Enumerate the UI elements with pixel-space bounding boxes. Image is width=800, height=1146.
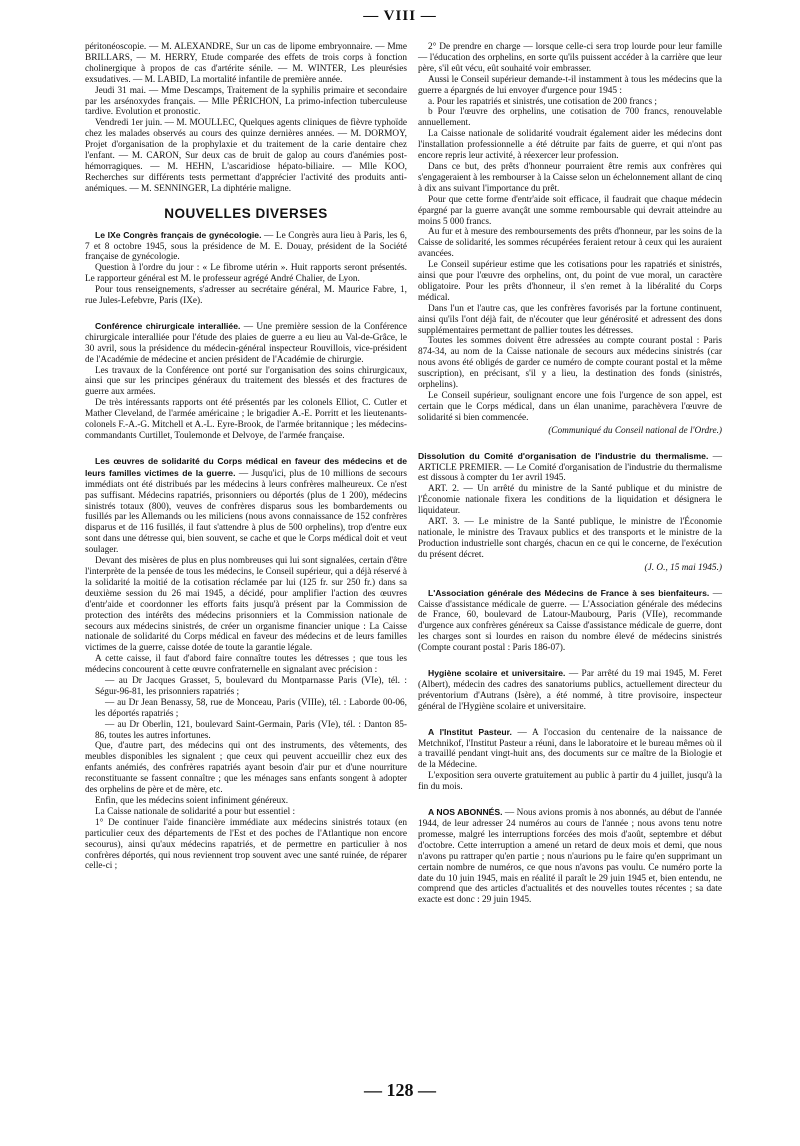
news-title: A l'Institut Pasteur. [428, 726, 512, 737]
page-number: — 128 — [364, 1080, 436, 1100]
news-paragraph: A cette caisse, il faut d'abord faire connaître toutes les détresses ; que tous les médecins concourent à cette œuvre confraternelle en signalant avec précision : [85, 654, 407, 676]
news-paragraph: Devant des misères de plus en plus nombreuses qui lui sont signalées, certain d'être l'interprète de la pensée de tous les médecins, le Conseil supérieur, qui a déjà réservé à la solidarité la moitié de la cotisation réclamée par lui (125 fr. sur 250 fr.) dans sa deuxième session du 26 mai 1945, a décidé, pour amplifier l'action des œuvres d'entr'aide et coordonner les efforts faits jusqu'à présent par la Commission de protection des intérêts des médecins prisonniers et la Commission nationale de secours aux médecins sinistrés, de créer un organisme financier unique : La Caisse nationale de solidarité du Corps médical en faveur des médecins et de leurs familles victimes de la guerre, caisse dotée de toute la garantie légale. [85, 556, 407, 654]
thesis-list-continued: péritonéoscopie. — M. ALEXANDRE, Sur un cas de lipome embryonnaire. — Mme BRILLARS, — M. HERRY, Etude comparée des effets de trois corps à fonction cholinergique à propos de cas d'artérite sénile. — M. WINTER, Les pleurésies exsudatives. — M. LABID, La mortalité infantile de première année. [85, 42, 407, 85]
news-title: Hygiène scolaire et universitaire. [428, 668, 566, 679]
news-pasteur: A l'Institut Pasteur. — A l'occasion du centenaire de la naissance de Metchnikof, l'Institut Pasteur a réuni, dans le laboratoire et le bureau mêmes où il a travaillé pendant vingt-huit ans, des documents sur ce maître de la Biologie et de la Médecine. [418, 726, 722, 771]
news-paragraph: Les travaux de la Conférence ont porté sur l'organisation des soins chirurgicaux, ainsi que sur les principes généraux du traitement des blessés et des fractures de guerre aux armées. [85, 365, 407, 398]
news-paragraph: 2° De prendre en charge — lorsque celle-ci sera trop lourde pour leur famille — l'éducation des orphelins, en sorte qu'ils puissent accéder à la carrière que leur père, s'il eût vécu, eût souhaité voir embrasser. [418, 42, 722, 74]
thesis-list-thursday: Jeudi 31 mai. — Mme Descamps, Traitement de la syphilis primaire et secondaire par les arsénoxydes franҫais. — Mlle PÉRICHON, La primo-infection tuberculeuse tardive. Evolution et pronostic. [85, 85, 407, 118]
news-paragraph: Au fur et à mesure des remboursements des prêts d'honneur, par les soins de la Caisse de solidarité, les sommes récupérées feraient retour à ceux qui les auraient avancées. [418, 227, 722, 260]
signature: (J. O., 15 mai 1945.) [644, 562, 722, 573]
news-paragraph: Le Conseil supérieur estime que les cotisations pour les rapatriés et sinistrés, ainsi que pour l'œuvre des orphelins, ont, du point de vue moral, un caractère obligatoire. Pour les prêts d'honneur, il s'en remet à la libéralité du Corps médical. [418, 260, 722, 303]
section-title: NOUVELLES DIVERSES [164, 205, 328, 221]
right-column [418, 42, 722, 906]
address-item: — au Dr Jean Benassy, 58, rue de Monceau, Paris (VIIIe), tél. : Laborde 00-06, les déportés rapatriés ; [95, 697, 407, 719]
news-paragraph: Dans l'un et l'autre cas, que les confrères favorisés par la fortune continuent, ainsi qu'ils l'ont déjà fait, de n'écouter que leur générosité et adressent des dons supplémentaires permettant de pallier toutes les détresses. [418, 303, 722, 336]
news-paragraph: Toutes les sommes doivent être adressées au compte courant postal : Paris 874-34, au nom de la Caisse nationale de secours aux médecins sinistrés (car nous avons été obligés de garder ce numéro de compte courant postal et la même suscription), en précisant, s'il y a lieu, la destination des fonds (sinistrés, orphelins). [418, 336, 722, 391]
news-association: L'Association générale des Médecins de France à ses bienfaiteurs. — Caisse d'assistance médicale de guerre. — L'Association générale des médecins de France, 60, boulevard de Latour-Maubourg, Paris (VIIe), recommande d'urgence aux confrères généreux sa Caisse d'assistance médicale de guerre, dont les charges sont si lourdes en raison du nombre élevé de médecins sinistrés (Compte courant postal : Paris 186-07). [418, 587, 722, 654]
news-oeuvres: Les œuvres de solidarité du Corps médical en faveur des médecins et de leurs familles victimes de la guerre. — Jusqu'ici, plus de 10 millions de secours immédiats ont été distribués par les médecins à leurs confrères malheureux. Ce n'est pas suffisant. Médecins rapatriés, prisonniers ou déportés (plus de 1 200), médecins sinistrés totaux (800), veuves de confrères disparus sous les bombardements ou fusillés par les Allemands ou les miliciens (nous avons connaissance de 152 confrères disparus et de 116 fusillés, il faut s'attendre à plus de 500 orphelins), trop d'entre eux sont dans une détresse qui, bien souvent, se cache et que le Corps médical doit et veut soulager. [85, 455, 407, 556]
news-paragraph: b Pour l'œuvre des orphelins, une cotisation de 700 francs, renouvelable annuellement. [418, 107, 722, 129]
news-paragraph: ART. 3. — Le ministre de la Santé publique, le ministre de l'Économie nationale, le ministre des Travaux publics et des transports et le ministre de la Production industrielle sont chargés, chacun en ce qui le concerne, de l'exécution du présent décret. [418, 517, 722, 560]
news-title: Le IXe Congrès français de gynécologie. [95, 229, 262, 240]
news-paragraph: Pour que cette forme d'entr'aide soit efficace, il faudrait que chaque médecin épargné par la guerre avançât une somme remboursable qui devrait atteindre au moins 5 000 francs. [418, 194, 722, 227]
news-paragraph: De très intéressants rapports ont été présentés par les colonels Elliot, C. Cutler et Mather Cleveland, de l'armée américaine ; le brigadier A.-E. Porritt et les lieutenants-colonels F.-A.-G. Mitchell et A.-L. Eyre-Brook, de l'armée britannique ; les médecins-commandants Curtillet, Toulemonde et Delvoye, de l'armée française. [85, 398, 407, 441]
news-conference: Conférence chirurgicale interalliée. — Une première session de la Conférence chirurgicale interalliée pour l'étude des plaies de guerre a eu lieu au Val-de-Grâce, le 30 avril, sous la présidence du médecin-général inspecteur Rouvillois, vice-président de l'Académie de médecine et ancien président de l'Académie de chirurgie. [85, 320, 407, 365]
news-title: Dissolution du Comité d'organisation de l'industrie du thermalisme. [418, 450, 709, 461]
news-paragraph: Question à l'ordre du jour : « Le fibrome utérin ». Huit rapports seront présentés. Le rapporteur général est M. le professeur agrégé André Chalier, de Lyon. [85, 263, 407, 285]
news-paragraph: Le Conseil supérieur, soulignant encore une fois l'urgence de son appel, est certain que le Corps médical, dans un élan unanime, parachèvera l'œuvre de solidarité si bien commencée. [418, 391, 722, 423]
address-item: — au Dr Jacques Grasset, 5, boulevard du Montparnasse Paris (VIe), tél. : Ségur-96-81, les prisonniers rapatriés ; [95, 676, 407, 697]
signature: (Communiqué du Conseil national de l'Ordre.) [548, 425, 722, 436]
page-header-roman: — VIII — [363, 8, 437, 24]
news-paragraph: Que, d'autre part, des médecins qui ont des instruments, des vêtements, des meubles disponibles les signalent ; que ceux qui peuvent accueillir chez eux des enfants anémiés, des confrères rapatriés ayant besoin d'air pur et d'une nourriture reconstituante se fassent connaître ; que les ménages sans enfants songent à adopter des orphelins de père et de mère, etc. [85, 741, 407, 796]
news-paragraph: L'exposition sera ouverte gratuitement au public à partir du 4 juillet, jusqu'à la fin du mois. [418, 771, 722, 793]
news-paragraph: ART. 2. — Un arrêté du ministre de la Santé publique et du ministre de l'Économie nationale fixera les conditions de la liquidation et désignera le liquidateur. [418, 484, 722, 517]
news-title: L'Association générale des Médecins de France à ses bienfaiteurs. [428, 587, 710, 598]
news-thermalisme: Dissolution du Comité d'organisation de l'industrie du thermalisme. — ARTICLE PREMIER. — Le Comité d'organisation de l'industrie du thermalisme est dissous à compter du 1er avril 1945. [418, 450, 722, 484]
news-paragraph: Aussi le Conseil supérieur demande-t-il instamment à tous les médecins que la guerre a épargnés de lui envoyer d'urgence pour 1945 : [418, 74, 722, 96]
left-column [85, 42, 407, 872]
news-paragraph: Dans ce but, des prêts d'honneur pourraient être remis aux confrères qui s'engageraient à les rembourser à la Caisse selon un échelonnement allant de cinq à dix ans suivant l'importance du prêt. [418, 161, 722, 194]
news-paragraph: Enfin, que les médecins soient infiniment généreux. [95, 796, 289, 806]
news-title: Les œuvres de solidarité du Corps médical en faveur des médecins et de leurs familles victimes de la guerre. [85, 455, 407, 478]
address-item: — au Dr Oberlin, 121, boulevard Saint-Germain, Paris (VIe), tél. : Danton 85-86, toutes les autres infortunes. [95, 719, 407, 741]
thesis-list-friday: Vendredi 1er juin. — M. MOULLEC, Quelques agents cliniques de fièvre typhoïde chez les malades observés au cours des quinze dernières années. — M. DORMOY, Projet d'organisation de la prophylaxie et du traitement de la carie dentaire chez l'enfant. — M. CARON, Sur deux cas de bruit de galop au cours d'anémies post-hémorragiques. — M. HEHN, L'ascaridiose hépato-biliaire. — Mlle KOO, Recherches sur différents tests permettant d'apprécier l'activité des produits anti-anémiques. — M. SENNINGER, La diphtérie maligne. [85, 118, 407, 194]
news-title: Conférence chirurgicale interalliée. [95, 320, 241, 331]
news-title: A NOS ABONNÉS. [428, 807, 503, 818]
news-paragraph: 1° De continuer l'aide financière immédiate aux médecins sinistrés totaux (en particulier ceux des départements de l'Est et des poches de l'Atlantique non encore secourus), ainsi qu'aux médecins rapatriés, et de permettre en particulier à nos confrères déportés, qui nous reviennent trop souvent avec une santé ruinée, de réparer celle-ci ; [85, 817, 407, 872]
news-abonnes: A NOS ABONNÉS. — Nous avions promis à nos abonnés, au début de l'année 1944, de leur adresser 24 numéros au cours de l'année ; nous avons tenu notre promesse, malgré les interruptions forcées des mois d'août, septembre et début d'octobre. Cette interruption a amené un retard de deux mois et demi, que nous n'avons pu rattraper qu'en partie ; nous n'aurions pu le faire qu'en supprimant un certain nombre de numéros, ce que nous n'avons pas voulu. Ce numéro porte la date du 10 juin 1945, mais en réalité il paraît le 29 juin 1945 et, bien entendu, ne comprend que des articles d'actualités et des nouvelles toutes récentes ; sa date exacte est donc : 29 juin 1945. [418, 807, 722, 906]
news-hygiene: Hygiène scolaire et universitaire. — Par arrêté du 19 mai 1945, M. Feret (Albert), médecin des cadres des sanatoriums publics, actuellement directeur du préventorium d'Autrans (Isère), a été nommé, à titre provisoire, inspecteur général de l'Hygiène scolaire et universitaire. [418, 668, 722, 712]
news-congres: Le IXe Congrès français de gynécologie. — Le Congrès aura lieu à Paris, les 6, 7 et 8 octobre 1945, sous la présidence de M. E. Douay, président de la Société française de gynécologie. [85, 229, 407, 263]
news-paragraph: Pour tous renseignements, s'adresser au secrétaire général, M. Maurice Fabre, 1, rue Jules-Lefebvre, Paris (IXe). [85, 285, 407, 307]
news-paragraph: La Caisse nationale de solidarité voudrait également aider les médecins dont l'installation professionnelle a été détruite par faits de guerre, et qui n'ont pas encore repris leur activité, à réexercer leur profession. [418, 129, 722, 162]
news-paragraph: a. Pour les rapatriés et sinistrés, une cotisation de 200 francs ; [428, 96, 658, 107]
news-paragraph: La Caisse nationale de solidarité a pour but essentiel : [95, 806, 296, 817]
